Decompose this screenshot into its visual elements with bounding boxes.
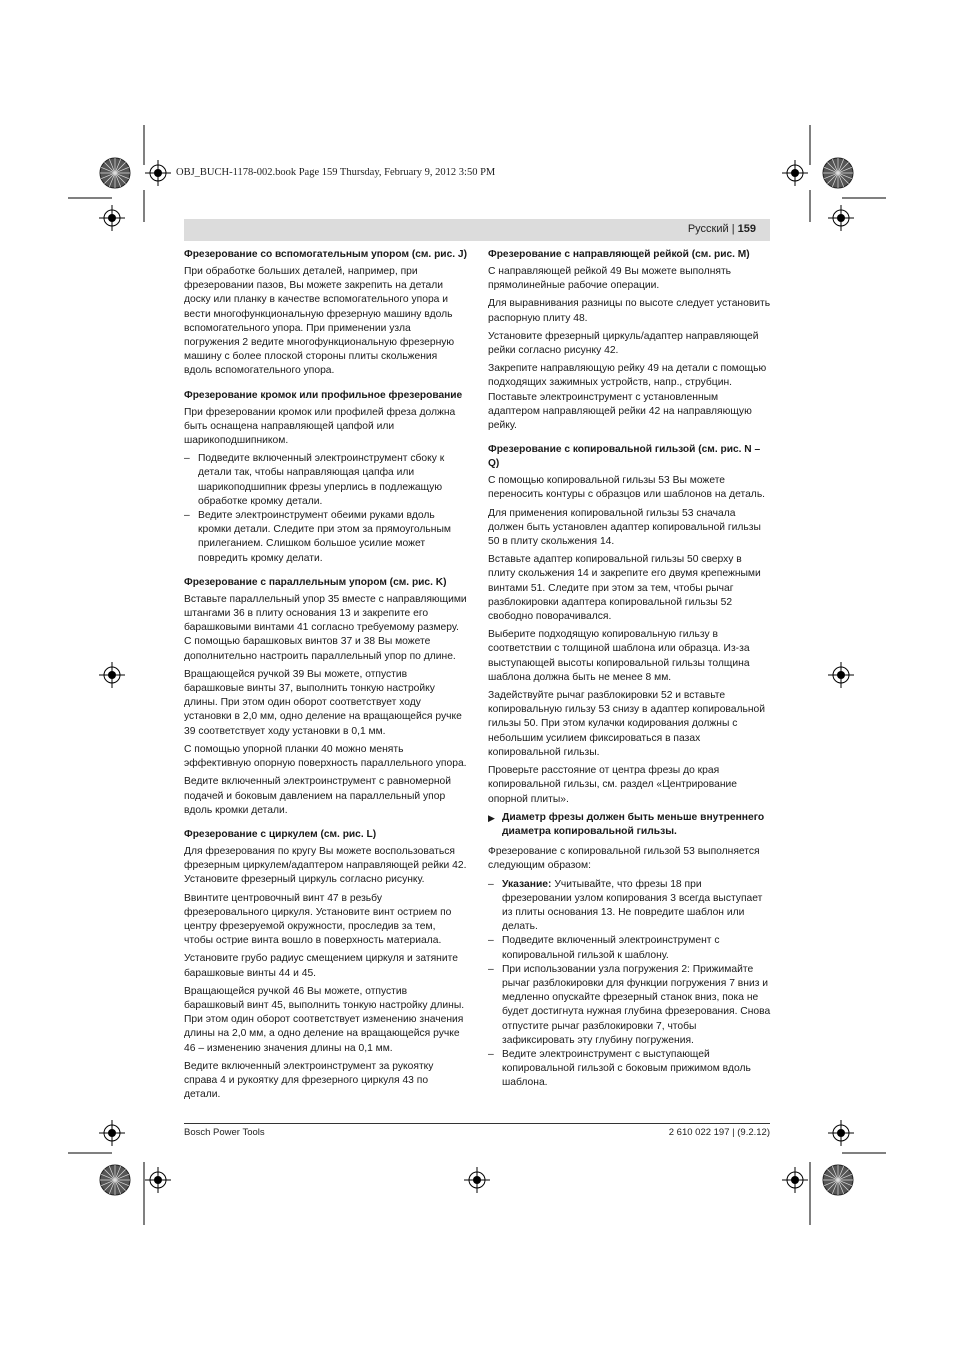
paragraph: Проверьте расстояние от центра фрезы до края копировальной гильзы, см. раздел «Центрирование опорной плиты». <box>488 765 738 805</box>
footer-brand: Bosch Power Tools <box>184 1127 265 1138</box>
section-heading: Фрезерование со вспомогательным упором (см. рис. J) <box>184 249 467 260</box>
triangle-arrow-icon: ▶ <box>488 812 495 823</box>
paragraph: Ведите включенный электроинструмент с равномерной подачей и боковым давлением на параллельный упор вдоль кромки детали. <box>184 776 451 816</box>
paragraph: Ведите включенный электроинструмент за рукоятку справа 4 и рукоятку для фрезерного циркуля 43 по детали. <box>184 1060 434 1101</box>
paragraph: Вращающейся ручкой 46 Вы можете, отпустив барашковый винт 45, выполнить тонкую настройку длины. При этом один оборот соответствует изменению значения длины на 2,0 мм, а одно деление на вращающейся ручке 46 – изменению значения длины на 0,1 мм. <box>184 985 465 1054</box>
paragraph: Вращающейся ручкой 39 Вы можете, отпустив барашковые винты 37, выполнить тонкую настройку длины. При этом один оборот соответствует ходу установки в 2,0 мм, одно деление на вращающейся ручке 39 соответствует ходу установки в 0,1 мм. <box>184 668 462 737</box>
section-edge-milling <box>184 389 467 566</box>
page-header <box>184 219 770 241</box>
list-item: – При использовании узла погружения 2: Прижимайте рычаг разблокировки для функции погружения 7 вниз и медленно опускайте фрезерный станок вниз, пока не будет достигнута нужная глубина фрезерования. Снова отпустите рычаг разблокировки 7, чтобы зафиксировать эту глубину погружения. <box>488 963 771 1048</box>
paragraph: Для выравнивания разницы по высоте следует установить распорную плиту 48. <box>488 298 771 324</box>
tip-note: ▶ Диаметр фрезы должен быть меньше внутреннего диаметра копировальной гильзы. <box>488 811 765 837</box>
note-label: Указание: <box>502 878 552 890</box>
list-item: – Ведите электроинструмент обеими руками вдоль кромки детали. Следите при этом за прямоугольным прилеганием. Слишком большое усилие может повредить кромку делати. <box>184 509 467 566</box>
step-list <box>488 878 771 1091</box>
section-parallel-guide <box>184 576 467 818</box>
list-item: – Подведите включенный электроинструмент сбоку к детали так, чтобы направляющая цапфа или шарикоподшипник фрезы уперлись в подлежащую обработке кромку детали. <box>184 452 467 509</box>
section-heading: Фрезерование кромок или профильное фрезерование <box>184 389 463 401</box>
paragraph: При обработке больших деталей, например, при фрезеровании пазов, Вы можете закрепить на детали доску или планку в качестве вспомогательного упора и вести многофункциональную фрезерную машину вдоль вспомогательного упора. При применении узла погружения 2 ведите многофункциональную фрезерную машину с более плоской стороны плиты скольжения вдоль вспомогательного упора. <box>184 266 455 377</box>
paragraph: При фрезеровании кромок или профилей фреза должна быть оснащена направляющей цапфой или шарикоподшипником. <box>184 406 456 447</box>
paragraph: Для применения копировальной гильзы 53 сначала должен быть установлен адаптер копировальной гильзы 50 в плиту скольжения 14. <box>488 507 761 548</box>
paragraph: Вставьте параллельный упор 35 вместе с направляющими штангами 36 в плиту основания 13 и закрепите его барашковыми винтами 41 согласно требуемому размеру. С помощью барашковых винтов 37 и 38 Вы можете дополнительно настроить параллельный упор по длине. <box>184 593 467 662</box>
paragraph: Установите фрезерный циркуль/адаптер направляющей рейки согласно рисунку 42. <box>488 330 759 357</box>
paragraph: С помощью упорной планки 40 можно менять эффективную опорную поверхность параллельного упора. <box>184 743 467 770</box>
paragraph: Закрепите направляющую рейку 49 на детали с помощью подходящих зажимных устройств, напр., струбцин. Поставьте электроинструмент с установленным адаптером направляющей рейки 42 на направляющую рейку. <box>488 363 767 432</box>
footer-doc-number: 2 610 022 197 | (9.2.12) <box>668 1127 770 1138</box>
paragraph: Вставьте адаптер копировальной гильзы 50 сверху в плиту скольжения 14 и закрепите его двумя крепежными винтами 51. Следите при этом за тем, чтобы рычаг разблокировки адаптера копировальной гильзы 52 свободно поворачивался. <box>488 554 761 623</box>
section-heading: Фрезерование с копировальной гильзой (см. рис. N – Q) <box>488 444 761 470</box>
section-guide-rail <box>488 248 771 433</box>
paragraph: Ввинтите центровочный винт 47 в резьбу фрезеровального циркуля. Установите винт острием по центру фрезеруемой окружности, проследив за тем, чтобы острие винта вошло в поверхность материала. <box>184 892 452 947</box>
section-heading: Фрезерование с циркулем (см. рис. L) <box>184 828 377 840</box>
section-heading: Фрезерование с параллельным упором (см. рис. K) <box>184 576 447 588</box>
paragraph: Для фрезерования по кругу Вы можете воспользоваться фрезерным циркулем/адаптером направляющей рейки 42. Установите фрезерный циркуль согласно рисунку. <box>184 845 467 886</box>
paragraph: Задействуйте рычаг разблокировки 52 и вставьте копировальную гильзу 53 снизу в адаптер копировальной гильзы 50. При этом кулачки кодирования должны с небольшим усилием фиксироваться в пазах копировальной гильзы. <box>488 690 766 758</box>
section-circle-cutter <box>184 828 467 1102</box>
paragraph: Установите грубо радиус смещением циркуля и затяните барашковые винты 44 и 45. <box>184 953 458 979</box>
header-language: Русский | 159 <box>687 223 756 235</box>
paragraph: Фрезерование с копировальной гильзой 53 выполняется следующим образом: <box>488 846 760 872</box>
page-number: 159 <box>737 223 756 235</box>
section-auxiliary-stop <box>184 248 467 379</box>
right-column <box>488 248 771 1101</box>
list-item: – Указание: Учитывайте, что фрезы 18 при фрезеровании узлом копирования 3 всегда выступает из плиты основания 13. Не повредите шаблон или делать. <box>488 878 771 935</box>
paragraph: С направляющей рейкой 49 Вы можете выполнять прямолинейные рабочие операции. <box>488 266 732 292</box>
print-slug: OBJ_BUCH-1178-002.book Page 159 Thursday, February 9, 2012 3:50 PM <box>176 167 496 178</box>
paragraph: Выберите подходящую копировальную гильзу в соответствии с толщиной шаблона или образца. Из-за выступающей высоты копировальной гильзы толщина шаблона должна быть не менее 8 мм. <box>488 629 750 683</box>
left-column <box>184 248 467 1112</box>
paragraph: С помощью копировальной гильзы 53 Вы можете переносить контуры с образцов или шаблонов на деталь. <box>488 475 766 501</box>
footer-rule <box>184 1123 770 1124</box>
section-copy-sleeve <box>488 443 771 1090</box>
list-item: – Ведите электроинструмент с выступающей копировальной гильзой с боковым прижимом вдоль шаблона. <box>488 1048 771 1091</box>
section-heading: Фрезерование с направляющей рейкой (см. рис. M) <box>488 249 750 260</box>
step-list <box>184 452 467 566</box>
list-item: – Подведите включенный электроинструмент с копировальной гильзой к шаблону. <box>488 934 771 962</box>
